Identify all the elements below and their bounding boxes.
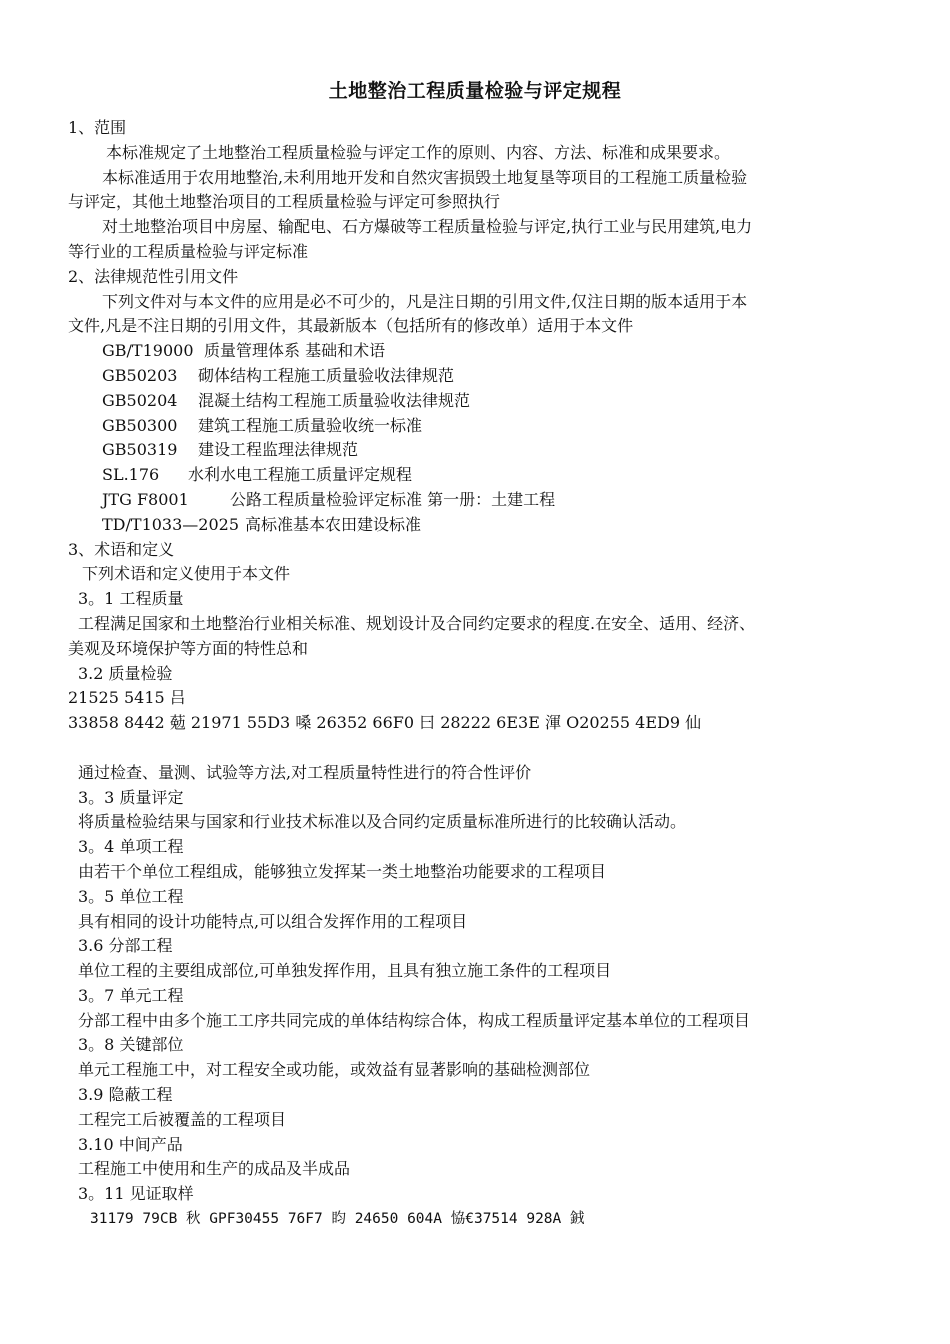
- term-heading: 3.10 中间产品: [78, 1134, 183, 1154]
- term-definition: 工程完工后被覆盖的工程项目: [78, 1109, 287, 1129]
- reference-item: [68, 513, 888, 538]
- term-heading: 3。8 关键部位: [78, 1035, 184, 1055]
- paragraph: 下列术语和定义使用于本文件: [82, 564, 291, 584]
- reference-item: [68, 463, 888, 488]
- term-heading: 3。7 单元工程: [78, 985, 184, 1005]
- reference-item: [68, 438, 888, 463]
- reference-code: GB50319: [102, 440, 178, 460]
- reference-code: GB50203: [102, 365, 178, 385]
- reference-name: 质量管理体系 基础和术语: [204, 341, 386, 361]
- term-heading: 3。3 质量评定: [78, 787, 184, 807]
- term-definition: 由若干个单位工程组成，能够独立发挥某一类土地整治功能要求的工程项目: [78, 861, 607, 881]
- term-heading: 3。1 工程质量: [78, 589, 184, 609]
- reference-item: [68, 414, 888, 439]
- term-definition: 将质量检验结果与国家和行业技术标准以及合同约定质量标准所进行的比较确认活动。: [78, 812, 687, 832]
- reference-name: 砌体结构工程施工质量验收法律规范: [198, 365, 455, 385]
- paragraph-continuation: 等行业的工程质量检验与评定标准: [68, 241, 309, 261]
- reference-item: [68, 364, 888, 389]
- term-definition: 通过检查、量测、试验等方法,对工程质量特性进行的符合性评价: [78, 762, 532, 782]
- term-definition: 工程施工中使用和生产的成品及半成品: [78, 1159, 351, 1179]
- document-title: 土地整治工程质量检验与评定规程: [328, 80, 622, 102]
- paragraph: 对土地整治项目中房屋、输配电、石方爆破等工程质量检验与评定,执行工业与民用建筑,电力: [102, 217, 753, 237]
- term-definition: 单元工程施工中，对工程安全或功能，或效益有显著影响的基础检测部位: [78, 1060, 591, 1080]
- term-definition: 分部工程中由多个施工工序共同完成的单体结构综合体，构成工程质量评定基本单位的工程项目: [78, 1010, 751, 1030]
- paragraph: 本标准规定了土地整治工程质量检验与评定工作的原则、内容、方法、标准和成果要求。: [106, 142, 731, 162]
- term-heading: 3。5 单位工程: [78, 886, 184, 906]
- term-heading: 3。11 见证取样: [78, 1184, 194, 1204]
- reference-name: 水利水电工程施工质量评定规程: [188, 465, 413, 485]
- reference-code: GB50300: [102, 415, 178, 435]
- document-body: [68, 116, 888, 1232]
- reference-code: JTG F8001: [102, 489, 189, 509]
- reference-item: [68, 389, 888, 414]
- reference-name: 建设工程监理法律规范: [198, 440, 359, 460]
- reference-code: GB50204: [102, 390, 178, 410]
- paragraph-continuation: 与评定，其他土地整治项目的工程质量检验与评定可参照执行: [68, 192, 501, 212]
- garbled-text: 33858 8442 葂 21971 55D3 嗓 26352 66F0 曰 28222 6E3E 渾 O20255 4ED9 仙: [68, 713, 702, 733]
- paragraph: 本标准适用于农用地整治,未利用地开发和自然灾害损毁土地复垦等项目的工程施工质量检验: [102, 167, 748, 187]
- reference-code: GB/T19000: [102, 341, 194, 361]
- term-heading: 3.2 质量检验: [78, 663, 173, 683]
- blank-line: [68, 736, 888, 761]
- section-2-heading: 2、法律规范性引用文件: [68, 266, 239, 286]
- paragraph-continuation: 文件,凡是不注日期的引用文件，其最新版本（包括所有的修改单）适用于本文件: [68, 316, 634, 336]
- term-definition: 单位工程的主要组成部位,可单独发挥作用，且具有独立施工条件的工程项目: [78, 961, 612, 981]
- reference-item: [68, 339, 888, 364]
- garbled-text: 31179 79CB 秋 GPF30455 76F7 盷 24650 604A 恊€37514 928A 銊: [90, 1211, 585, 1228]
- reference-name: 混凝土结构工程施工质量验收法律规范: [198, 390, 471, 410]
- term-heading: 3.6 分部工程: [78, 936, 173, 956]
- reference-code: SL.176: [102, 465, 160, 485]
- section-3-heading: 3、术语和定义: [68, 539, 175, 559]
- reference-name: 公路工程质量检验评定标准 第一册：土建工程: [230, 489, 556, 509]
- reference-name: 建筑工程施工质量验收统一标准: [198, 415, 423, 435]
- reference-code: TD/T1033—2025: [102, 514, 239, 534]
- reference-name: 高标准基本农田建设标准: [245, 514, 422, 534]
- garbled-text: 21525 5415 吕: [68, 688, 186, 708]
- term-definition: 具有相同的设计功能特点,可以组合发挥作用的工程项目: [78, 911, 468, 931]
- term-heading: 3.9 隐蔽工程: [78, 1085, 173, 1105]
- term-heading: 3。4 单项工程: [78, 837, 184, 857]
- paragraph: 下列文件对与本文件的应用是必不可少的，凡是注日期的引用文件,仅注日期的版本适用于本: [102, 291, 748, 311]
- section-1-heading: 1、范围: [68, 118, 127, 137]
- reference-item: [68, 488, 888, 513]
- term-definition: 工程满足国家和土地整治行业相关标准、规划设计及合同约定要求的程度.在安全、适用、经济、: [78, 613, 756, 633]
- term-definition-continuation: 美观及环境保护等方面的特性总和: [68, 638, 309, 658]
